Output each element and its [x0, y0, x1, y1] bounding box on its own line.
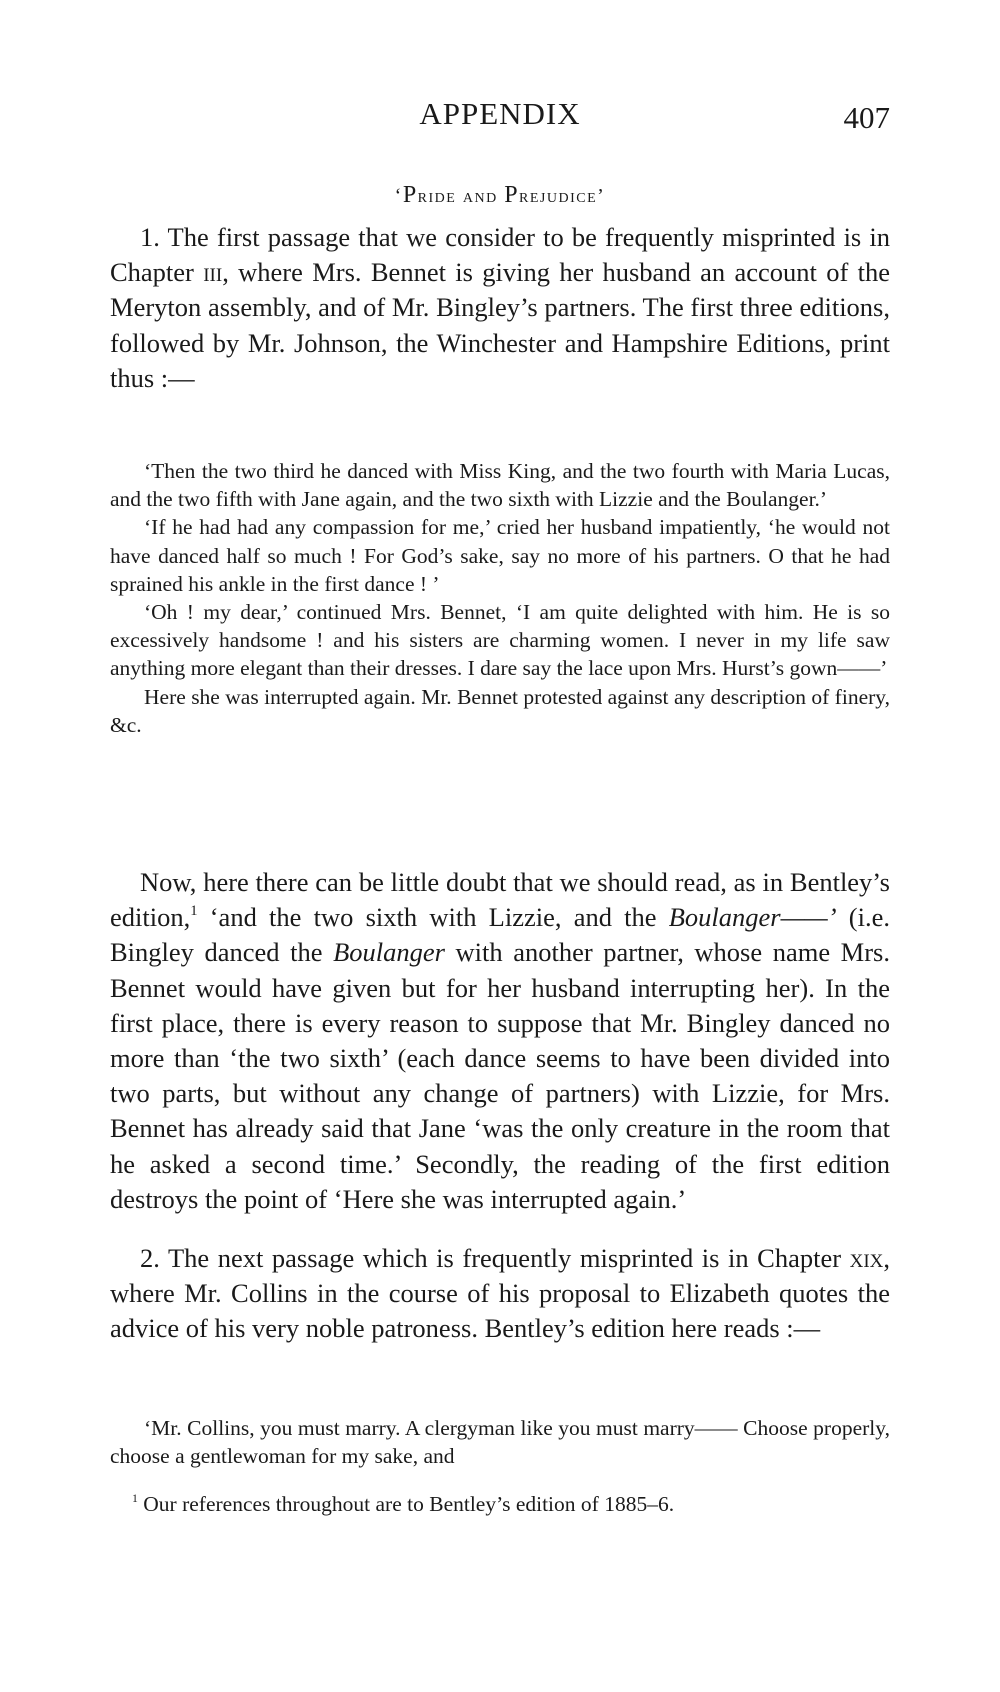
page-header — [0, 96, 1000, 140]
running-head: APPENDIX — [419, 96, 581, 131]
quote-paragraph: ‘If he had had any compassion for me,’ cried her husband impatiently, ‘he would not have danced half so much ! For God’s sake, say no more of his partners. O that he had sprained his ankle in the first dance ! ’ — [110, 515, 890, 596]
chapter-numeral: xix — [849, 1243, 884, 1273]
quote-paragraph: ‘Oh ! my dear,’ continued Mrs. Bennet, ‘I am quite delighted with him. He is so excessively handsome ! and his sisters are charming women. I never in my life saw anything more elegant than their dresses. I dare say the lace upon Mrs. Hurst’s gown——’ — [110, 600, 890, 681]
block-quote-2 — [110, 1414, 890, 1470]
paragraph-2: Now, here there can be little doubt that we should read, as in Bentley’s edition,$^1$ ‘and the two sixth with Lizzie, and the Boulanger——’ (i.e. Bingley danced the Boulanger with another partner, whose name Mrs. Bennet would have given but for her husband interrupting her). In the first place, there is every reason to suppose that Mr. Bingley danced no more than ‘the two sixth’ (each dance seems to have been divided into two parts, but without any change of partners) with Lizzie, for Mrs. Bennet has already said that Jane ‘was the only creature in the room that he asked a second time.’ Secondly, the reading of the first edition destroys the point of ‘Here she was interrupted again.’ — [110, 867, 890, 1214]
footnote-mark: 1 — [132, 1491, 138, 1506]
footnote: $^1$ Our references throughout are to Bentley’s edition of 1885–6. — [132, 1491, 675, 1516]
block-quote-1 — [110, 457, 890, 739]
quote-paragraph: ‘Mr. Collins, you must marry. A clergyman like you must marry—— Choose properly, choose a gentlewoman for my sake, and — [110, 1416, 890, 1469]
footnote-reference: 1 — [190, 903, 198, 920]
paragraph-1: 1. The first passage that we consider to be frequently misprinted is in Chapter iii, where Mrs. Bennet is giving her husband an account of the Meryton assembly, and of Mr. Bingley’s partners. The first three editions, followed by Mr. Johnson, the Winchester and Hampshire Editions, print thus :— — [110, 222, 890, 393]
quote-paragraph: ‘Then the two third he danced with Miss King, and the two fourth with Maria Lucas, and the two fifth with Jane again, and the two sixth with Lizzie and the Boulanger.’ — [110, 459, 890, 512]
quote-paragraph: Here she was interrupted again. Mr. Bennet protested against any description of finery, &c. — [110, 684, 890, 737]
chapter-numeral: iii — [203, 257, 223, 288]
section-title: ‘Pride and Prejudice’ — [394, 182, 606, 208]
paragraph-3: 2. The next passage which is frequently misprinted is in Chapter xix, where Mr. Collins in the course of his proposal to Elizabeth quotes the advice of his very noble patroness. Bentley’s edition here reads :— — [110, 1243, 890, 1344]
page-number: 407 — [843, 100, 890, 135]
